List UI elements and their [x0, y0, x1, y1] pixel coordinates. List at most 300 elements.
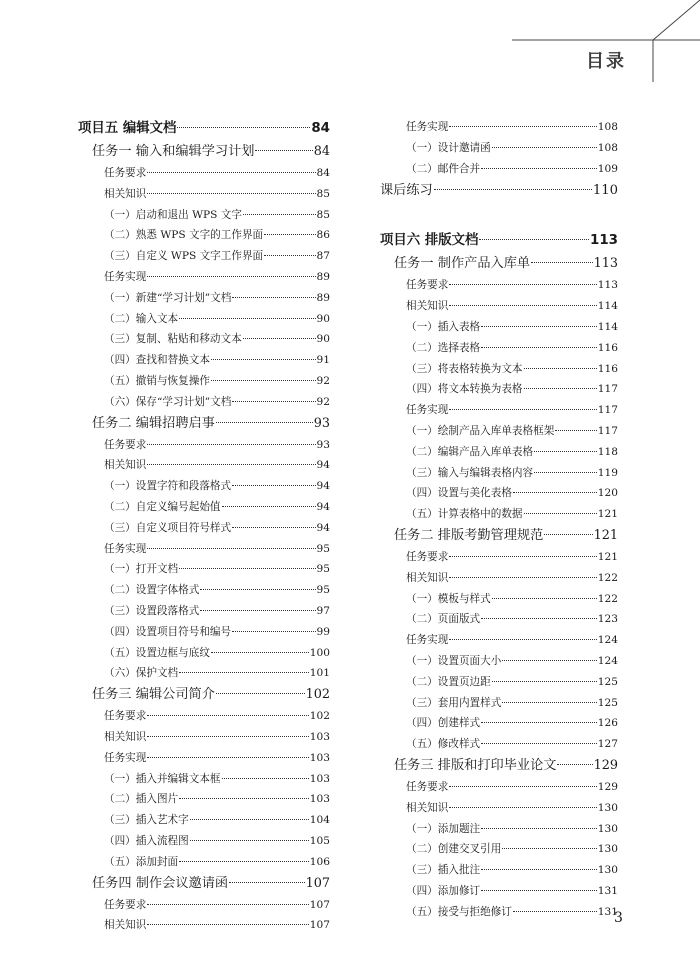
toc-entry-page: 117 [597, 404, 618, 417]
toc-entry-label: 任务要求 [104, 167, 147, 179]
toc-entry-sub[interactable] [380, 819, 618, 840]
dot-leader [147, 548, 315, 549]
toc-entry-label: （六）保护文档 [104, 667, 179, 680]
dot-leader [481, 828, 597, 829]
toc-entry-page: 107 [309, 919, 330, 932]
toc-entry-page: 108 [597, 141, 618, 154]
dot-leader [524, 368, 597, 369]
toc-entry-page: 91 [316, 354, 330, 367]
dot-leader [534, 451, 597, 452]
toc-entry-label: 相关知识 [104, 730, 147, 743]
toc-entry-label: （二）插入图片 [104, 793, 179, 806]
toc-entry-label: 任务四 制作会议邀请函 [92, 875, 229, 891]
toc-entry-label: （三）套用内置样式 [406, 696, 502, 709]
toc-entry-page: 92 [316, 374, 330, 387]
toc-entry-label: （一）启动和退出 WPS 文字 [104, 208, 242, 221]
toc-entry-label: （三）插入艺术字 [104, 814, 189, 827]
toc-entry-label: （一）打开文档 [104, 563, 179, 576]
dot-leader [232, 485, 315, 486]
toc-entry-label: （一）新建“学习计划”文档 [104, 291, 232, 304]
toc-entry-page: 117 [597, 383, 618, 396]
toc-entry-sub[interactable] [380, 630, 618, 651]
page-title: 目录 [586, 51, 626, 72]
toc-entry-sub[interactable] [380, 138, 618, 159]
toc-entry-page: 87 [316, 250, 330, 263]
dot-leader [229, 882, 304, 883]
toc-entry-sub[interactable] [78, 789, 330, 810]
dot-leader [502, 848, 596, 849]
toc-entry-page: 102 [309, 710, 330, 723]
dot-leader [232, 297, 315, 298]
toc-entry-label: 任务三 排版和打印毕业论文 [394, 757, 557, 773]
dot-leader [190, 819, 309, 820]
toc-entry-page: 106 [309, 855, 330, 868]
toc-entry-label: 任务实现 [406, 634, 449, 647]
toc-entry-label: 项目六 排版文档 [380, 233, 479, 249]
toc-entry-sub[interactable] [380, 860, 618, 881]
dot-leader [555, 430, 596, 431]
toc-entry-page: 122 [597, 571, 618, 584]
toc-entry-page: 94 [316, 521, 330, 534]
toc-entry-page: 116 [597, 341, 618, 354]
dot-leader [449, 409, 596, 410]
toc-entry-page: 118 [597, 445, 618, 458]
toc-entry-sub[interactable] [78, 622, 330, 643]
toc-entry-sub[interactable] [380, 275, 618, 296]
toc-entry-sub[interactable] [78, 810, 330, 831]
toc-entry-label: 任务要求 [406, 550, 449, 563]
dot-leader [190, 840, 309, 841]
toc-entry-label: （二）邮件合并 [406, 162, 481, 175]
toc-column-left [78, 117, 330, 936]
dot-leader [147, 904, 308, 905]
toc-entry-sub[interactable] [380, 713, 618, 734]
toc-entry-chapter[interactable] [78, 117, 330, 141]
toc-entry-label: （四）创建样式 [406, 717, 481, 730]
toc-entry-sub[interactable] [78, 455, 330, 476]
toc-entry-sub[interactable] [78, 580, 330, 601]
toc-entry-page: 113 [590, 233, 618, 249]
toc-entry-label: （二）自定义编号起始值 [104, 500, 221, 513]
dot-leader [449, 639, 596, 640]
toc-entry-page: 104 [309, 814, 330, 827]
dot-leader [449, 556, 596, 557]
toc-entry-label: （一）绘制产品入库单表格框架 [406, 424, 555, 437]
toc-entry-sub[interactable] [380, 881, 618, 902]
toc-entry-page: 120 [597, 487, 618, 500]
toc-entry-page: 127 [597, 738, 618, 751]
dot-leader [449, 786, 596, 787]
dot-leader [492, 598, 597, 599]
toc-entry-task[interactable] [78, 141, 330, 163]
toc-entry-page: 103 [309, 772, 330, 785]
toc-entry-page: 125 [597, 675, 618, 688]
dot-leader [502, 702, 596, 703]
dot-leader [434, 189, 592, 190]
toc-entry-sub[interactable] [380, 902, 618, 923]
toc-entry-label: （三）插入批注 [406, 864, 481, 877]
dot-leader [513, 492, 597, 493]
toc-entry-sub[interactable] [78, 727, 330, 748]
toc-entry-page: 95 [316, 563, 330, 576]
toc-entry-sub[interactable] [380, 317, 618, 338]
toc-entry-sub[interactable] [78, 267, 330, 288]
toc-entry-sub[interactable] [380, 651, 618, 672]
toc-entry-sub[interactable] [380, 159, 618, 180]
dot-leader [481, 618, 597, 619]
dot-leader [557, 764, 592, 765]
dot-leader [502, 660, 596, 661]
toc-entry-page: 93 [316, 438, 330, 451]
dot-leader [481, 326, 597, 327]
toc-entry-label: 课后练习 [380, 183, 433, 199]
toc-entry-sub[interactable] [380, 589, 618, 610]
toc-entry-sub[interactable] [380, 798, 618, 819]
toc-entry-sub[interactable] [78, 371, 330, 392]
toc-entry-sub[interactable] [380, 693, 618, 714]
toc-entry-page: 89 [316, 291, 330, 304]
toc-entry-sub[interactable] [380, 359, 618, 380]
toc-entry-label: （一）添加题注 [406, 822, 481, 835]
toc-entry-sub[interactable] [78, 246, 330, 267]
dot-leader [216, 422, 313, 423]
toc-entry-sub[interactable] [78, 748, 330, 769]
dot-leader [479, 239, 589, 240]
toc-entry-page: 130 [597, 864, 618, 877]
toc-entry-page: 94 [316, 500, 330, 513]
toc-entry-label: （三）复制、粘贴和移动文本 [104, 333, 242, 346]
dot-leader [449, 126, 596, 127]
toc-entry-label: （四）设置与美化表格 [406, 487, 512, 500]
toc-entry-sub[interactable] [78, 915, 330, 936]
toc-entry-page: 93 [313, 415, 330, 431]
toc-entry-page: 117 [597, 424, 618, 437]
dot-leader [492, 681, 597, 682]
toc-entry-page: 102 [305, 687, 330, 703]
toc-entry-sub[interactable] [78, 706, 330, 727]
toc-entry-label: 相关知识 [406, 300, 449, 313]
dot-leader [531, 262, 592, 263]
dot-leader [179, 318, 315, 319]
toc-entry-sub[interactable] [380, 463, 618, 484]
toc-entry-sub[interactable] [380, 609, 618, 630]
toc-entry-top[interactable] [380, 179, 618, 203]
dot-leader [147, 715, 308, 716]
toc-entry-label: （二）熟悉 WPS 文字的工作界面 [104, 229, 264, 242]
toc-entry-page: 84 [316, 167, 330, 179]
toc-entry-label: 任务一 输入和编辑学习计划 [92, 144, 255, 159]
toc-entry-label: 任务要求 [406, 780, 449, 793]
toc-entry-sub[interactable] [380, 442, 618, 463]
toc-entry-label: （三）输入与编辑表格内容 [406, 466, 534, 479]
toc-entry-page: 85 [316, 208, 330, 221]
toc-entry-sub[interactable] [380, 547, 618, 568]
dot-leader [179, 798, 309, 799]
toc-entry-page: 122 [597, 592, 618, 605]
dot-leader [544, 534, 592, 535]
toc-entry-label: 任务二 编辑招聘启事 [92, 415, 215, 431]
toc-entry-label: 相关知识 [104, 187, 147, 200]
toc-entry-task[interactable] [380, 755, 618, 777]
toc-entry-sub[interactable] [380, 400, 618, 421]
toc-entry-page: 131 [597, 905, 618, 918]
toc-entry-sub[interactable] [78, 184, 330, 205]
toc-entry-page: 92 [316, 395, 330, 408]
toc-entry-label: 相关知识 [104, 459, 147, 472]
toc-entry-label: （二）设置字体格式 [104, 584, 200, 597]
dot-leader [481, 722, 597, 723]
dot-leader [147, 276, 315, 277]
toc-entry-sub[interactable] [78, 288, 330, 309]
dot-leader [147, 193, 315, 194]
toc-entry-label: （二）编辑产品入库单表格 [406, 445, 534, 458]
dot-leader [481, 168, 597, 169]
dot-leader [534, 472, 597, 473]
toc-entry-page: 129 [593, 757, 618, 773]
toc-entry-sub[interactable] [380, 504, 618, 525]
toc-entry-page: 121 [597, 508, 618, 521]
dot-leader [524, 388, 597, 389]
toc-entry-label: （四）插入流程图 [104, 834, 189, 847]
toc-entry-task[interactable] [380, 253, 618, 275]
dot-leader [492, 147, 597, 148]
toc-entry-sub[interactable] [78, 163, 330, 184]
dot-leader [200, 589, 315, 590]
toc-entry-sub[interactable] [78, 831, 330, 852]
dot-leader [449, 305, 596, 306]
toc-entry-sub[interactable] [78, 435, 330, 456]
toc-entry-page: 97 [316, 604, 330, 617]
toc-entry-page: 126 [597, 717, 618, 730]
dot-leader [264, 255, 315, 256]
toc-entry-label: 任务二 排版考勤管理规范 [394, 527, 544, 543]
toc-entry-label: （一）模板与样式 [406, 592, 491, 605]
toc-entry-label: （三）将表格转换为文本 [406, 362, 523, 375]
toc-entry-label: （一）设置页面大小 [406, 654, 502, 667]
toc-entry-label: 相关知识 [104, 919, 147, 932]
toc-entry-label: （四）查找和替换文本 [104, 354, 210, 367]
toc-entry-label: 任务要求 [406, 279, 449, 292]
toc-entry-sub[interactable] [78, 476, 330, 497]
toc-entry-page: 84 [311, 121, 330, 136]
toc-entry-page: 84 [313, 144, 330, 159]
toc-entry-page: 105 [309, 834, 330, 847]
toc-entry-label: （四）添加修订 [406, 884, 481, 897]
toc-entry-page: 90 [316, 333, 330, 346]
toc-entry-label: （五）撤销与恢复操作 [104, 374, 210, 387]
toc-entry-task[interactable] [78, 684, 330, 706]
toc-entry-sub[interactable] [78, 895, 330, 916]
dot-leader [147, 444, 315, 445]
toc-entry-page: 124 [597, 654, 618, 667]
toc-entry-label: 任务实现 [406, 121, 449, 133]
toc-entry-label: （五）修改样式 [406, 738, 481, 751]
dot-leader [481, 869, 597, 870]
toc-entry-label: （四）设置项目符号和编号 [104, 625, 232, 638]
toc-entry-label: 相关知识 [406, 801, 449, 814]
toc-entry-sub[interactable] [78, 497, 330, 518]
toc-entry-label: （五）计算表格中的数据 [406, 508, 523, 521]
toc-entry-label: 任务实现 [406, 404, 449, 417]
dot-leader [481, 890, 597, 891]
toc-entry-label: 相关知识 [406, 571, 449, 584]
dot-leader [243, 214, 316, 215]
dot-leader [449, 284, 596, 285]
toc-entry-page: 94 [316, 459, 330, 472]
toc-entry-page: 110 [592, 183, 618, 199]
dot-leader [524, 513, 597, 514]
toc-entry-page: 113 [593, 256, 618, 272]
toc-entry-sub[interactable] [78, 309, 330, 330]
toc-entry-sub[interactable] [78, 559, 330, 580]
toc-entry-label: （二）输入文本 [104, 312, 179, 325]
toc-entry-sub[interactable] [78, 518, 330, 539]
toc-entry-page: 108 [597, 121, 618, 133]
toc-entry-label: 任务要求 [104, 438, 147, 451]
toc-entry-page: 103 [309, 751, 330, 764]
dot-leader [481, 743, 597, 744]
toc-entry-page: 103 [309, 730, 330, 743]
toc-entry-sub[interactable] [380, 483, 618, 504]
dot-leader [200, 610, 315, 611]
dot-leader [449, 577, 596, 578]
toc-entry-page: 119 [597, 466, 618, 479]
page-number: 3 [614, 910, 623, 926]
toc-entry-page: 95 [316, 584, 330, 597]
toc-column-right [380, 117, 618, 923]
toc-entry-page: 131 [597, 884, 618, 897]
toc-entry-page: 116 [597, 362, 618, 375]
dot-leader [232, 401, 315, 402]
dot-leader [147, 736, 308, 737]
dot-leader [147, 924, 308, 925]
toc-entry-sub[interactable] [380, 338, 618, 359]
toc-entry-sub[interactable] [380, 568, 618, 589]
toc-entry-sub[interactable] [380, 839, 618, 860]
toc-entry-label: （一）插入表格 [406, 320, 481, 333]
toc-entry-page: 129 [597, 780, 618, 793]
toc-entry-sub[interactable] [78, 769, 330, 790]
toc-entry-page: 107 [309, 898, 330, 911]
toc-entry-sub[interactable] [380, 421, 618, 442]
toc-entry-sub[interactable] [78, 392, 330, 413]
toc-entry-sub[interactable] [380, 379, 618, 400]
dot-leader [177, 127, 310, 128]
toc-entry-page: 109 [597, 162, 618, 175]
toc-entry-label: （五）设置边框与底纹 [104, 646, 210, 659]
toc-entry-label: 任务实现 [104, 542, 147, 555]
toc-entry-label: 任务三 编辑公司简介 [92, 687, 215, 703]
toc-entry-page: 130 [597, 801, 618, 814]
toc-entry-sub[interactable] [380, 734, 618, 755]
toc-entry-page: 124 [597, 634, 618, 647]
dot-leader [211, 652, 309, 653]
toc-entry-label: （三）自定义项目符号样式 [104, 521, 232, 534]
toc-entry-label: （三）设置段落格式 [104, 604, 200, 617]
toc-entry-page: 94 [316, 480, 330, 493]
dot-leader [179, 861, 309, 862]
toc-entry-label: （一）设计邀请函 [406, 141, 491, 154]
toc-entry-label: （一）设置字符和段落格式 [104, 480, 232, 493]
toc-entry-page: 114 [597, 320, 618, 333]
toc-entry-label: 任务实现 [104, 751, 147, 764]
dot-leader [481, 347, 597, 348]
toc-entry-page: 125 [597, 696, 618, 709]
toc-entry-sub[interactable] [78, 852, 330, 873]
toc-entry-page: 90 [316, 312, 330, 325]
toc-entry-sub[interactable] [78, 225, 330, 246]
dot-leader [243, 338, 316, 339]
toc-entry-task[interactable] [78, 413, 330, 435]
toc-entry-label: （三）自定义 WPS 文字工作界面 [104, 250, 264, 263]
toc-entry-sub[interactable] [78, 205, 330, 226]
toc-entry-sub[interactable] [380, 777, 618, 798]
toc-entry-sub[interactable] [78, 643, 330, 664]
toc-entry-page: 113 [597, 279, 618, 292]
toc-entry-page: 89 [316, 270, 330, 283]
toc-entry-page: 121 [597, 550, 618, 563]
toc-entry-sub[interactable] [380, 296, 618, 317]
toc-entry-sub[interactable] [78, 329, 330, 350]
toc-entry-label: 任务要求 [104, 710, 147, 723]
toc-entry-page: 130 [597, 822, 618, 835]
toc-entry-page: 101 [309, 667, 330, 680]
toc-entry-sub[interactable] [380, 117, 618, 138]
toc-entry-label: （五）接受与拒绝修订 [406, 905, 512, 918]
dot-leader [222, 506, 316, 507]
toc-entry-sub[interactable] [78, 663, 330, 684]
toc-entry-page: 99 [316, 625, 330, 638]
toc-entry-label: 任务一 制作产品入库单 [394, 256, 531, 272]
toc-entry-label: （二）设置页边距 [406, 675, 491, 688]
toc-entry-page: 123 [597, 613, 618, 626]
toc-entry-label: （二）选择表格 [406, 341, 481, 354]
toc-entry-sub[interactable] [78, 601, 330, 622]
dot-leader [147, 172, 315, 173]
dot-leader [232, 631, 315, 632]
dot-leader [179, 672, 309, 673]
toc-entry-sub[interactable] [78, 539, 330, 560]
toc-entry-page: 107 [305, 875, 330, 891]
toc-entry-page: 100 [309, 646, 330, 659]
toc-entry-sub[interactable] [380, 672, 618, 693]
toc-entry-page: 95 [316, 542, 330, 555]
toc-entry-page: 130 [597, 843, 618, 856]
toc-entry-page: 85 [316, 187, 330, 200]
toc-entry-page: 86 [316, 229, 330, 242]
toc-entry-page: 121 [593, 527, 618, 543]
toc-entry-label: 项目五 编辑文档 [78, 121, 177, 136]
dot-leader [255, 150, 312, 151]
dot-leader [232, 527, 315, 528]
dot-leader [179, 568, 315, 569]
toc-entry-task[interactable] [78, 873, 330, 895]
toc-entry-label: （六）保存“学习计划”文档 [104, 395, 232, 408]
dot-leader [147, 757, 308, 758]
toc-entry-page: 103 [309, 793, 330, 806]
dot-leader [211, 359, 316, 360]
toc-entry-sub[interactable] [78, 350, 330, 371]
toc-entry-label: （二）创建交叉引用 [406, 843, 502, 856]
toc-entry-label: 任务要求 [104, 898, 147, 911]
toc-entry-task[interactable] [380, 525, 618, 547]
dot-leader [513, 911, 597, 912]
toc-entry-chapter[interactable] [380, 229, 618, 253]
toc-entry-label: （四）将文本转换为表格 [406, 383, 523, 396]
toc-entry-label: （五）添加封面 [104, 855, 179, 868]
dot-leader [449, 807, 596, 808]
toc-entry-label: （一）插入并编辑文本框 [104, 772, 221, 785]
